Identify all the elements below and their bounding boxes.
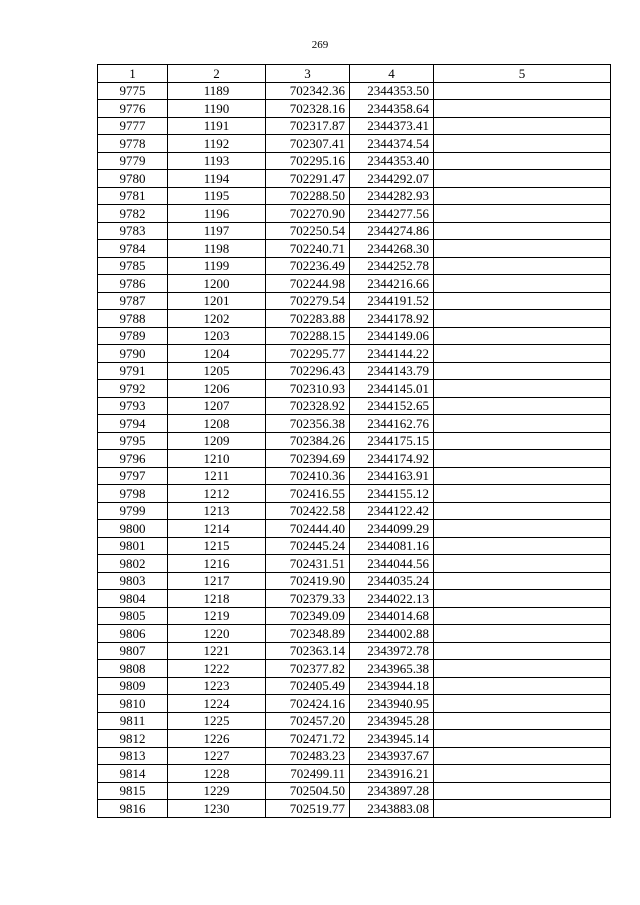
table-cell-col4: 2344373.41	[350, 117, 434, 135]
table-row	[98, 502, 611, 520]
table-cell-col4: 2343944.18	[350, 677, 434, 695]
table-cell-col1: 9798	[98, 485, 168, 503]
table-cell-col4: 2344268.30	[350, 240, 434, 258]
table-cell-col5	[434, 450, 611, 468]
column-header-2: 2	[168, 65, 266, 83]
table-cell-col2: 1213	[168, 502, 266, 520]
table-cell-col1: 9783	[98, 222, 168, 240]
table-row	[98, 257, 611, 275]
table-cell-col5	[434, 275, 611, 293]
column-header-5: 5	[434, 65, 611, 83]
table-cell-col2: 1216	[168, 555, 266, 573]
table-row	[98, 730, 611, 748]
table-cell-col3: 702483.23	[266, 747, 350, 765]
table-cell-col2: 1229	[168, 782, 266, 800]
table-cell-col1: 9787	[98, 292, 168, 310]
table-cell-col2: 1211	[168, 467, 266, 485]
table-cell-col4: 2343940.95	[350, 695, 434, 713]
table-cell-col3: 702240.71	[266, 240, 350, 258]
table-cell-col5	[434, 555, 611, 573]
table-cell-col1: 9803	[98, 572, 168, 590]
table-cell-col2: 1203	[168, 327, 266, 345]
table-row	[98, 747, 611, 765]
table-cell-col3: 702431.51	[266, 555, 350, 573]
table-cell-col3: 702288.15	[266, 327, 350, 345]
table-cell-col5	[434, 345, 611, 363]
table-cell-col5	[434, 415, 611, 433]
table-cell-col5	[434, 625, 611, 643]
table-cell-col1: 9777	[98, 117, 168, 135]
table-cell-col4: 2344145.01	[350, 380, 434, 398]
table-cell-col2: 1208	[168, 415, 266, 433]
table-cell-col4: 2344374.54	[350, 135, 434, 153]
table-body	[98, 82, 611, 817]
table-cell-col5	[434, 660, 611, 678]
table-cell-col4: 2343965.38	[350, 660, 434, 678]
table-cell-col2: 1200	[168, 275, 266, 293]
table-cell-col2: 1222	[168, 660, 266, 678]
table-cell-col1: 9802	[98, 555, 168, 573]
table-cell-col2: 1223	[168, 677, 266, 695]
table-cell-col1: 9813	[98, 747, 168, 765]
table-cell-col3: 702377.82	[266, 660, 350, 678]
table-cell-col4: 2344014.68	[350, 607, 434, 625]
table-cell-col4: 2344175.15	[350, 432, 434, 450]
table-cell-col5	[434, 520, 611, 538]
table-cell-col3: 702236.49	[266, 257, 350, 275]
table-row	[98, 345, 611, 363]
table-row	[98, 327, 611, 345]
table-cell-col2: 1221	[168, 642, 266, 660]
column-header-3: 3	[266, 65, 350, 83]
table-row	[98, 397, 611, 415]
table-cell-col1: 9784	[98, 240, 168, 258]
table-cell-col4: 2344174.92	[350, 450, 434, 468]
table-cell-col5	[434, 677, 611, 695]
table-row	[98, 170, 611, 188]
table-cell-col3: 702457.20	[266, 712, 350, 730]
table-cell-col2: 1206	[168, 380, 266, 398]
table-cell-col5	[434, 467, 611, 485]
table-cell-col5	[434, 327, 611, 345]
table-cell-col5	[434, 572, 611, 590]
table-row	[98, 362, 611, 380]
table-cell-col4: 2344162.76	[350, 415, 434, 433]
table-cell-col5	[434, 222, 611, 240]
table-cell-col5	[434, 537, 611, 555]
table-cell-col4: 2343883.08	[350, 800, 434, 818]
table-cell-col4: 2344274.86	[350, 222, 434, 240]
table-row	[98, 380, 611, 398]
table-cell-col1: 9794	[98, 415, 168, 433]
table-row	[98, 187, 611, 205]
table-cell-col1: 9814	[98, 765, 168, 783]
table-cell-col5	[434, 117, 611, 135]
table-cell-col3: 702342.36	[266, 82, 350, 100]
table-cell-col4: 2344144.22	[350, 345, 434, 363]
table-cell-col5	[434, 310, 611, 328]
table-cell-col3: 702410.36	[266, 467, 350, 485]
table-cell-col2: 1190	[168, 100, 266, 118]
table-cell-col3: 702295.77	[266, 345, 350, 363]
table-cell-col1: 9789	[98, 327, 168, 345]
table-cell-col1: 9775	[98, 82, 168, 100]
table-cell-col5	[434, 257, 611, 275]
table-row	[98, 625, 611, 643]
table-cell-col5	[434, 607, 611, 625]
table-cell-col4: 2344122.42	[350, 502, 434, 520]
table-cell-col3: 702379.33	[266, 590, 350, 608]
table-cell-col4: 2344282.93	[350, 187, 434, 205]
table-cell-col3: 702283.88	[266, 310, 350, 328]
table-cell-col2: 1192	[168, 135, 266, 153]
table-cell-col1: 9801	[98, 537, 168, 555]
table-cell-col2: 1228	[168, 765, 266, 783]
table-row	[98, 135, 611, 153]
table-cell-col5	[434, 187, 611, 205]
table-cell-col3: 702328.92	[266, 397, 350, 415]
table-cell-col2: 1210	[168, 450, 266, 468]
table-cell-col3: 702349.09	[266, 607, 350, 625]
table-cell-col4: 2344353.40	[350, 152, 434, 170]
table-cell-col3: 702328.16	[266, 100, 350, 118]
table-cell-col3: 702250.54	[266, 222, 350, 240]
table-row	[98, 275, 611, 293]
table-row	[98, 572, 611, 590]
table-cell-col5	[434, 800, 611, 818]
table-cell-col2: 1199	[168, 257, 266, 275]
table-cell-col1: 9776	[98, 100, 168, 118]
table-cell-col2: 1214	[168, 520, 266, 538]
table-cell-col2: 1212	[168, 485, 266, 503]
table-cell-col3: 702279.54	[266, 292, 350, 310]
table-cell-col1: 9793	[98, 397, 168, 415]
table-cell-col5	[434, 730, 611, 748]
table-row	[98, 485, 611, 503]
table-cell-col4: 2344149.06	[350, 327, 434, 345]
table-cell-col3: 702444.40	[266, 520, 350, 538]
table-cell-col1: 9799	[98, 502, 168, 520]
table-cell-col5	[434, 485, 611, 503]
table-cell-col4: 2343937.67	[350, 747, 434, 765]
table-cell-col5	[434, 240, 611, 258]
table-cell-col1: 9808	[98, 660, 168, 678]
table-cell-col1: 9782	[98, 205, 168, 223]
table-cell-col2: 1198	[168, 240, 266, 258]
table-cell-col1: 9781	[98, 187, 168, 205]
table-row	[98, 660, 611, 678]
table-cell-col1: 9804	[98, 590, 168, 608]
table-cell-col1: 9816	[98, 800, 168, 818]
table-cell-col3: 702445.24	[266, 537, 350, 555]
table-cell-col3: 702244.98	[266, 275, 350, 293]
table-cell-col4: 2344035.24	[350, 572, 434, 590]
table-row	[98, 537, 611, 555]
column-header-1: 1	[98, 65, 168, 83]
table-cell-col2: 1197	[168, 222, 266, 240]
table-cell-col2: 1224	[168, 695, 266, 713]
table-row	[98, 450, 611, 468]
table-cell-col1: 9807	[98, 642, 168, 660]
table-cell-col2: 1207	[168, 397, 266, 415]
table-row	[98, 695, 611, 713]
table-header-row	[98, 65, 611, 83]
table-cell-col4: 2344191.52	[350, 292, 434, 310]
table-cell-col4: 2344143.79	[350, 362, 434, 380]
table-cell-col5	[434, 292, 611, 310]
table-cell-col2: 1219	[168, 607, 266, 625]
table-cell-col1: 9810	[98, 695, 168, 713]
table-cell-col4: 2343972.78	[350, 642, 434, 660]
table-cell-col1: 9780	[98, 170, 168, 188]
table-cell-col2: 1227	[168, 747, 266, 765]
table-cell-col1: 9785	[98, 257, 168, 275]
table-cell-col4: 2343945.14	[350, 730, 434, 748]
table-cell-col5	[434, 695, 611, 713]
table-row	[98, 222, 611, 240]
table-cell-col3: 702310.93	[266, 380, 350, 398]
table-cell-col1: 9790	[98, 345, 168, 363]
table-cell-col5	[434, 362, 611, 380]
table-cell-col3: 702295.16	[266, 152, 350, 170]
table-row	[98, 607, 611, 625]
table-cell-col5	[434, 135, 611, 153]
table-cell-col4: 2344152.65	[350, 397, 434, 415]
column-header-4: 4	[350, 65, 434, 83]
table-cell-col2: 1218	[168, 590, 266, 608]
table-cell-col5	[434, 747, 611, 765]
table-cell-col5	[434, 170, 611, 188]
table-cell-col4: 2344044.56	[350, 555, 434, 573]
table-row	[98, 432, 611, 450]
table-cell-col1: 9805	[98, 607, 168, 625]
table-cell-col1: 9806	[98, 625, 168, 643]
table-cell-col5	[434, 642, 611, 660]
table-row	[98, 765, 611, 783]
table-cell-col4: 2343945.28	[350, 712, 434, 730]
table-cell-col4: 2344155.12	[350, 485, 434, 503]
table-cell-col5	[434, 765, 611, 783]
table-cell-col1: 9788	[98, 310, 168, 328]
table-cell-col3: 702363.14	[266, 642, 350, 660]
table-cell-col1: 9815	[98, 782, 168, 800]
table-cell-col1: 9812	[98, 730, 168, 748]
table-cell-col4: 2344292.07	[350, 170, 434, 188]
table-cell-col1: 9795	[98, 432, 168, 450]
table-cell-col3: 702504.50	[266, 782, 350, 800]
table-row	[98, 240, 611, 258]
table-cell-col5	[434, 432, 611, 450]
table-cell-col3: 702356.38	[266, 415, 350, 433]
table-cell-col1: 9786	[98, 275, 168, 293]
table-row	[98, 117, 611, 135]
table-cell-col4: 2343916.21	[350, 765, 434, 783]
table-cell-col1: 9778	[98, 135, 168, 153]
table-cell-col4: 2344163.91	[350, 467, 434, 485]
table-cell-col3: 702471.72	[266, 730, 350, 748]
table-cell-col3: 702270.90	[266, 205, 350, 223]
table-row	[98, 677, 611, 695]
table-cell-col4: 2343897.28	[350, 782, 434, 800]
table-cell-col3: 702405.49	[266, 677, 350, 695]
table-row	[98, 467, 611, 485]
table-cell-col4: 2344252.78	[350, 257, 434, 275]
table-cell-col4: 2344353.50	[350, 82, 434, 100]
table-cell-col2: 1220	[168, 625, 266, 643]
table-cell-col2: 1204	[168, 345, 266, 363]
table-cell-col1: 9797	[98, 467, 168, 485]
table-cell-col3: 702422.58	[266, 502, 350, 520]
table-cell-col2: 1226	[168, 730, 266, 748]
table-cell-col4: 2344099.29	[350, 520, 434, 538]
table-cell-col1: 9779	[98, 152, 168, 170]
table-cell-col5	[434, 205, 611, 223]
table-cell-col2: 1189	[168, 82, 266, 100]
table-cell-col3: 702499.11	[266, 765, 350, 783]
table-cell-col1: 9791	[98, 362, 168, 380]
page-number: 269	[311, 39, 329, 51]
table-cell-col5	[434, 380, 611, 398]
table-cell-col1: 9811	[98, 712, 168, 730]
table-cell-col2: 1215	[168, 537, 266, 555]
table-row	[98, 205, 611, 223]
table-cell-col2: 1195	[168, 187, 266, 205]
table-cell-col5	[434, 782, 611, 800]
table-cell-col5	[434, 397, 611, 415]
table-cell-col2: 1194	[168, 170, 266, 188]
table-cell-col2: 1201	[168, 292, 266, 310]
table-cell-col3: 702317.87	[266, 117, 350, 135]
table-cell-col2: 1205	[168, 362, 266, 380]
table-row	[98, 800, 611, 818]
table-row	[98, 82, 611, 100]
table-cell-col5	[434, 152, 611, 170]
table-cell-col2: 1209	[168, 432, 266, 450]
table-cell-col4: 2344178.92	[350, 310, 434, 328]
table-cell-col3: 702348.89	[266, 625, 350, 643]
table-cell-col3: 702394.69	[266, 450, 350, 468]
table-cell-col2: 1191	[168, 117, 266, 135]
table-cell-col1: 9796	[98, 450, 168, 468]
table-cell-col1: 9809	[98, 677, 168, 695]
table-cell-col1: 9800	[98, 520, 168, 538]
table-cell-col5	[434, 82, 611, 100]
table-cell-col4: 2344022.13	[350, 590, 434, 608]
table-cell-col4: 2344358.64	[350, 100, 434, 118]
table-cell-col2: 1193	[168, 152, 266, 170]
table-row	[98, 310, 611, 328]
table-cell-col2: 1230	[168, 800, 266, 818]
table-cell-col3: 702288.50	[266, 187, 350, 205]
table-row	[98, 712, 611, 730]
table-cell-col2: 1225	[168, 712, 266, 730]
table-cell-col2: 1202	[168, 310, 266, 328]
table-cell-col3: 702296.43	[266, 362, 350, 380]
table-cell-col3: 702291.47	[266, 170, 350, 188]
table-cell-col4: 2344277.56	[350, 205, 434, 223]
table-row	[98, 642, 611, 660]
table-cell-col3: 702419.90	[266, 572, 350, 590]
table-row	[98, 590, 611, 608]
table-cell-col2: 1217	[168, 572, 266, 590]
table-row	[98, 555, 611, 573]
coordinates-table	[97, 64, 611, 818]
table-row	[98, 100, 611, 118]
table-cell-col4: 2344002.88	[350, 625, 434, 643]
table-row	[98, 152, 611, 170]
table-cell-col3: 702416.55	[266, 485, 350, 503]
table-cell-col5	[434, 712, 611, 730]
table-cell-col3: 702519.77	[266, 800, 350, 818]
table-cell-col5	[434, 100, 611, 118]
table-cell-col5	[434, 590, 611, 608]
table-cell-col1: 9792	[98, 380, 168, 398]
table-cell-col3: 702384.26	[266, 432, 350, 450]
table-row	[98, 520, 611, 538]
table-cell-col2: 1196	[168, 205, 266, 223]
table-cell-col4: 2344216.66	[350, 275, 434, 293]
table-cell-col4: 2344081.16	[350, 537, 434, 555]
table-row	[98, 782, 611, 800]
table-cell-col3: 702424.16	[266, 695, 350, 713]
table-cell-col5	[434, 502, 611, 520]
table-row	[98, 415, 611, 433]
table-row	[98, 292, 611, 310]
table-cell-col3: 702307.41	[266, 135, 350, 153]
